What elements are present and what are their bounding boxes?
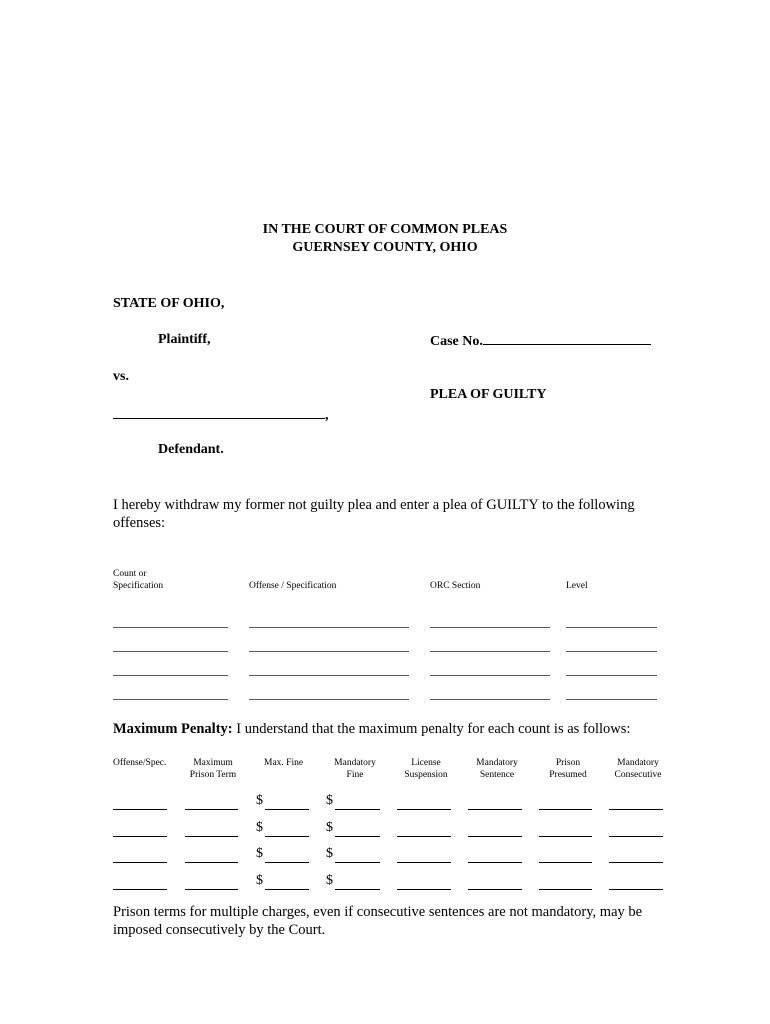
offense-row-3-count[interactable] — [113, 675, 228, 676]
offense-row-3-orc[interactable] — [430, 675, 550, 676]
penalty-row-4-max-fine-dollar: $ — [256, 873, 263, 888]
document-title: PLEA OF GUILTY — [430, 387, 547, 402]
penalty-row-1-mandatory-consecutive[interactable] — [609, 809, 663, 810]
defendant-label: Defendant. — [158, 442, 224, 457]
penalty-row-4-mandatory-consecutive[interactable] — [609, 889, 663, 890]
offense-row-3-level[interactable] — [566, 675, 657, 676]
case-number-label: Case No. — [430, 334, 483, 349]
offense-header-orc: ORC Section — [430, 581, 481, 591]
penalty-statement — [113, 720, 630, 738]
penalty-row-1-offense[interactable] — [113, 809, 167, 810]
penalty-header-prison-presumed-line1: Prison — [555, 758, 581, 768]
penalty-header-license — [396, 757, 456, 781]
penalty-row-3-max-fine[interactable] — [265, 862, 309, 863]
offense-row-4-orc[interactable] — [430, 699, 550, 700]
penalty-row-4-mandatory-fine-dollar: $ — [326, 873, 333, 888]
penalty-header-license-line2: Suspension — [404, 770, 448, 780]
penalty-row-3-max-fine-dollar: $ — [256, 846, 263, 861]
penalty-row-4-prison-presumed[interactable] — [539, 889, 592, 890]
penalty-row-2-mandatory-fine[interactable] — [335, 836, 380, 837]
intro-line-1: I hereby withdraw my former not guilty plea and enter a plea of GUILTY to the following — [113, 497, 635, 513]
penalty-row-1-license[interactable] — [397, 809, 451, 810]
offense-header-count-line1: Count or — [113, 569, 147, 579]
penalty-row-3-mandatory-fine-dollar: $ — [326, 846, 333, 861]
penalty-row-4-offense[interactable] — [113, 889, 167, 890]
offense-row-2-level[interactable] — [566, 651, 657, 652]
penalty-row-2-mandatory-sentence[interactable] — [468, 836, 522, 837]
offense-row-4-level[interactable] — [566, 699, 657, 700]
penalty-row-1-max-fine[interactable] — [265, 809, 309, 810]
case-number-field[interactable] — [483, 332, 651, 345]
penalty-row-2-max-fine-dollar: $ — [256, 820, 263, 835]
penalty-header-mandatory-fine-line1: Mandatory — [334, 758, 376, 768]
court-name: IN THE COURT OF COMMON PLEAS — [262, 222, 508, 237]
closing-line-1: Prison terms for multiple charges, even if consecutive sentences are not mandatory, may be — [113, 904, 643, 920]
penalty-header-mandatory-fine-line2: Fine — [346, 770, 364, 780]
plaintiff-label: Plaintiff, — [158, 332, 211, 347]
penalty-row-4-prison-term[interactable] — [185, 889, 238, 890]
offense-row-4-count[interactable] — [113, 699, 228, 700]
penalty-header-prison-presumed-line2: Presumed — [549, 770, 587, 780]
penalty-row-2-mandatory-fine-dollar: $ — [326, 820, 333, 835]
penalty-header-mandatory-sentence-line1: Mandatory — [476, 758, 518, 768]
penalty-row-4-mandatory-sentence[interactable] — [468, 889, 522, 890]
offense-header-offense: Offense / Specification — [249, 581, 337, 591]
penalty-header-mandatory-consecutive — [606, 757, 670, 781]
penalty-row-3-offense[interactable] — [113, 862, 167, 863]
penalty-row-1-mandatory-fine[interactable] — [335, 809, 380, 810]
party-state: STATE OF OHIO, — [113, 296, 225, 311]
penalty-header-prison-presumed — [538, 757, 598, 781]
offense-row-1-orc[interactable] — [430, 627, 550, 628]
penalty-row-3-mandatory-sentence[interactable] — [468, 862, 522, 863]
penalty-row-2-prison-term[interactable] — [185, 836, 238, 837]
penalty-label: Maximum Penalty: — [113, 721, 233, 737]
penalty-row-2-license[interactable] — [397, 836, 451, 837]
penalty-row-3-prison-presumed[interactable] — [539, 862, 592, 863]
offense-row-3-offense[interactable] — [249, 675, 409, 676]
penalty-header-mandatory-sentence — [467, 757, 527, 781]
penalty-header-prison-term — [182, 757, 244, 781]
offense-header-count-line2: Specification — [113, 581, 164, 591]
court-county: GUERNSEY COUNTY, OHIO — [292, 240, 478, 255]
penalty-header-mandatory-consecutive-line2: Consecutive — [614, 770, 662, 780]
penalty-row-1-max-fine-dollar: $ — [256, 793, 263, 808]
penalty-row-4-mandatory-fine[interactable] — [335, 889, 380, 890]
versus: vs. — [113, 369, 129, 384]
penalty-row-3-mandatory-fine[interactable] — [335, 862, 380, 863]
defendant-comma: , — [325, 408, 329, 423]
penalty-row-2-mandatory-consecutive[interactable] — [609, 836, 663, 837]
offense-header-level: Level — [566, 581, 588, 591]
penalty-header-mandatory-consecutive-line1: Mandatory — [617, 758, 659, 768]
defendant-name-field[interactable] — [113, 406, 325, 419]
offense-row-2-orc[interactable] — [430, 651, 550, 652]
penalty-text: I understand that the maximum penalty for each count is as follows: — [232, 721, 631, 737]
penalty-header-mandatory-sentence-line2: Sentence — [479, 770, 515, 780]
offense-row-1-count[interactable] — [113, 627, 228, 628]
penalty-row-1-prison-term[interactable] — [185, 809, 238, 810]
offense-row-1-offense[interactable] — [249, 627, 409, 628]
closing-line-2: imposed consecutively by the Court. — [113, 922, 326, 938]
case-number — [430, 332, 651, 350]
defendant-name — [113, 406, 329, 424]
penalty-row-2-prison-presumed[interactable] — [539, 836, 592, 837]
penalty-row-1-prison-presumed[interactable] — [539, 809, 592, 810]
penalty-row-3-mandatory-consecutive[interactable] — [609, 862, 663, 863]
penalty-header-prison-term-line2: Prison Term — [189, 770, 237, 780]
penalty-header-offense: Offense/Spec. — [113, 758, 167, 768]
penalty-header-mandatory-fine — [326, 757, 384, 781]
penalty-header-license-line1: License — [411, 758, 441, 768]
penalty-row-2-offense[interactable] — [113, 836, 167, 837]
penalty-row-4-license[interactable] — [397, 889, 451, 890]
offense-header-count — [113, 568, 163, 592]
penalty-row-3-prison-term[interactable] — [185, 862, 238, 863]
penalty-row-2-max-fine[interactable] — [265, 836, 309, 837]
offense-row-4-offense[interactable] — [249, 699, 409, 700]
penalty-header-max-fine: Max. Fine — [264, 758, 304, 768]
penalty-row-1-mandatory-fine-dollar: $ — [326, 793, 333, 808]
penalty-row-1-mandatory-sentence[interactable] — [468, 809, 522, 810]
offense-row-1-level[interactable] — [566, 627, 657, 628]
offense-row-2-offense[interactable] — [249, 651, 409, 652]
penalty-row-4-max-fine[interactable] — [265, 889, 309, 890]
penalty-row-3-license[interactable] — [397, 862, 451, 863]
intro-line-2: offenses: — [113, 515, 166, 531]
penalty-header-prison-term-line1: Maximum — [193, 758, 233, 768]
offense-row-2-count[interactable] — [113, 651, 228, 652]
